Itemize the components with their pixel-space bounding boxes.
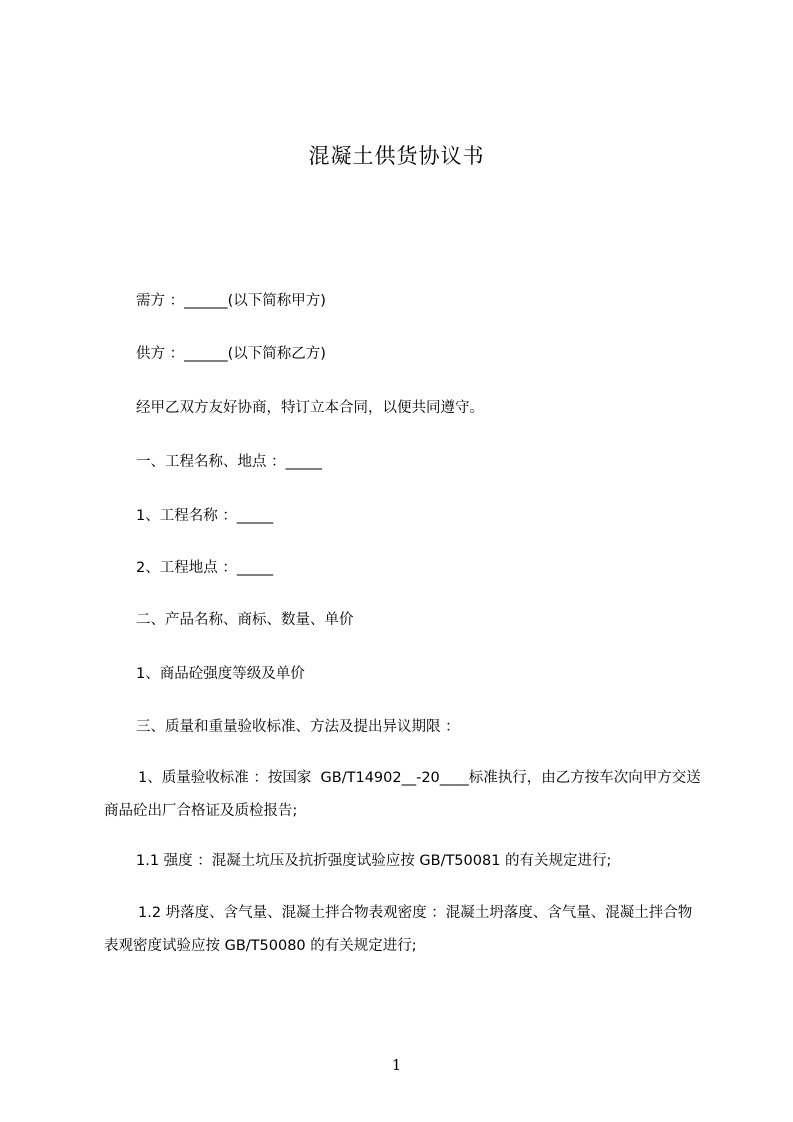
section-3-item-1-2: 1.2 坍落度、含气量、混凝土拌合物表观密度 ：混凝土坍落度、含气量、混凝土拌合物表观密度试验应按 GB/T50080 的有关规定进行; xyxy=(104,905,693,954)
page-number: 1 xyxy=(391,1056,402,1074)
preamble-line: 经甲乙双方友好协商，特订立本合同，以便共同遵守。 xyxy=(136,400,484,416)
section-3-heading: 三、质量和重量验收标准、方法及提出异议期限 ： xyxy=(136,719,460,735)
buyer-line: 需方 ：______(以下简称甲方) xyxy=(136,293,326,309)
section-1-item-1: 1、工程名称 ：_____ xyxy=(136,508,274,524)
section-1-heading: 一、工程名称、地点 ：_____ xyxy=(136,454,322,470)
document-title: 混凝土供货协议书 xyxy=(308,144,485,168)
section-1-item-2: 2、工程地点 ：_____ xyxy=(136,560,274,576)
section-2-item-1: 1、商品砼强度等级及单价 xyxy=(136,666,305,682)
section-3-item-1-1: 1.1 强度 ：混凝土坑压及抗折强度试验应按 GB/T50081 的有关规定进行; xyxy=(136,853,612,869)
supplier-line: 供方 ：______(以下简称乙方) xyxy=(136,346,326,362)
section-3-item-1: 1、质量验收标准 ：按国家 GB/T14902__-20____标准执行，由乙方按车次向甲方交送商品砼出厂合格证及质检报告; xyxy=(104,770,701,819)
section-2-heading: 二、产品名称、商标、数量、单价 xyxy=(136,612,354,628)
